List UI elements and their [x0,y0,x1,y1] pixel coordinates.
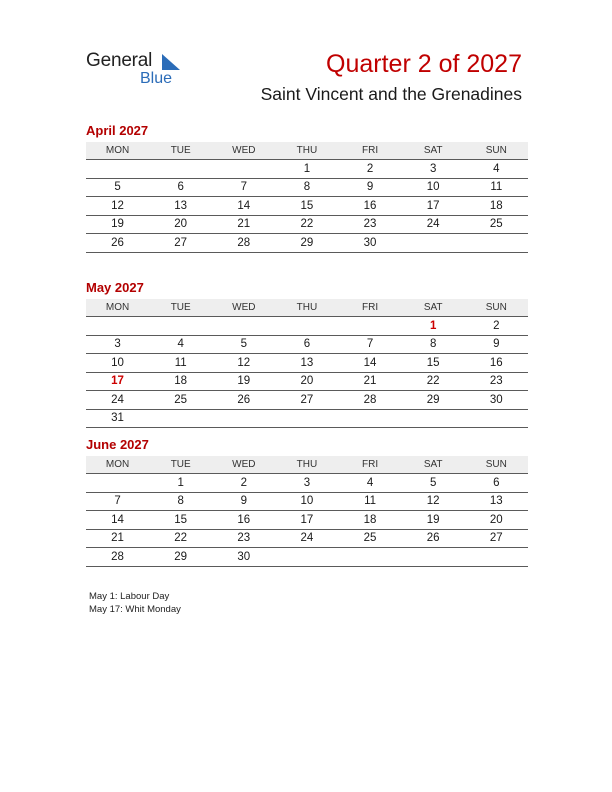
weekday-header-row [86,456,528,474]
day-cell: 23 [237,532,251,545]
day-cell: 27 [300,393,314,406]
calendar-grid [86,299,528,428]
day-cell: 23 [489,375,503,388]
day-cell: 30 [363,236,377,249]
weekday-label: TUE [170,459,191,470]
day-cell: 2 [366,162,374,175]
day-cell: 17 [300,513,314,526]
week-row [86,493,528,512]
day-cell: 12 [111,199,124,212]
day-cell: 22 [300,218,314,231]
day-cell: 29 [426,393,440,406]
day-cell: 16 [237,513,251,526]
day-cell: 6 [303,338,311,351]
week-row [86,391,528,410]
day-cell: 17 [426,199,440,212]
weekday-label: SUN [485,145,507,156]
day-cell: 13 [300,356,314,369]
day-cell: 19 [111,218,124,231]
weekday-label: MON [105,145,130,156]
day-cell: 1 [429,319,437,332]
day-cell: 20 [300,375,314,388]
calendar-grid [86,142,528,253]
holiday-notes [89,590,181,616]
week-row [86,511,528,530]
day-cell: 2 [240,476,248,489]
calendar-grid [86,456,528,567]
day-cell: 7 [240,181,248,194]
weekday-label: TUE [170,145,191,156]
day-cell: 31 [111,412,124,425]
day-cell: 29 [174,550,188,563]
weekday-label: THU [296,459,318,470]
day-cell: 20 [174,218,188,231]
day-cell: 18 [489,199,503,212]
day-cell: 26 [111,236,124,249]
month-title: April 2027 [86,123,149,138]
weekday-label: FRI [362,302,379,313]
day-cell: 28 [237,236,251,249]
day-cell: 4 [493,162,500,175]
day-cell: 14 [237,199,251,212]
day-cell: 9 [493,338,500,351]
day-cell: 5 [240,338,248,351]
day-cell: 22 [174,532,188,545]
day-cell: 18 [363,513,377,526]
day-cell: 5 [429,476,437,489]
weekday-label: SAT [423,145,443,156]
day-cell: 24 [426,218,440,231]
weekday-label: FRI [362,145,379,156]
week-row [86,474,528,493]
weekday-label: WED [232,302,256,313]
week-row [86,160,528,179]
day-cell: 4 [177,338,184,351]
day-cell: 5 [114,181,121,194]
day-cell: 21 [363,375,377,388]
day-cell: 6 [493,476,500,489]
day-cell: 17 [111,375,124,388]
day-cell: 25 [489,218,503,231]
day-cell: 14 [111,513,124,526]
day-cell: 13 [174,199,188,212]
day-cell: 25 [363,532,377,545]
weekday-header-row [86,299,528,317]
week-row [86,373,528,392]
month-title: May 2027 [86,280,144,295]
weekday-label: THU [296,145,318,156]
day-cell: 1 [177,476,184,489]
day-cell: 11 [364,495,377,508]
month-june [86,436,528,567]
week-row [86,548,528,567]
day-cell: 27 [174,236,188,249]
weekday-label: SUN [485,302,507,313]
month-may [86,279,528,428]
day-cell: 9 [366,181,374,194]
day-cell: 16 [363,199,377,212]
generalblue-logo [86,50,196,90]
day-cell: 10 [300,495,314,508]
day-cell: 12 [237,356,251,369]
day-cell: 4 [366,476,374,489]
day-cell: 30 [237,550,251,563]
weekday-label: SAT [423,302,443,313]
weekday-header-row [86,142,528,160]
day-cell: 19 [237,375,251,388]
logo-general-text: General [86,50,153,71]
day-cell: 22 [426,375,440,388]
day-cell: 3 [429,162,437,175]
week-row [86,530,528,549]
weekday-label: WED [232,459,256,470]
day-cell: 30 [489,393,503,406]
day-cell: 15 [174,513,188,526]
day-cell: 2 [493,319,500,332]
day-cell: 26 [237,393,251,406]
day-cell: 6 [177,181,184,194]
day-cell: 3 [303,476,311,489]
day-cell: 7 [366,338,374,351]
week-row [86,410,528,429]
week-row [86,336,528,355]
month-title: June 2027 [86,437,149,452]
day-cell: 21 [237,218,251,231]
holiday-note: May 17: Whit Monday [89,604,181,615]
logo-blue-text: Blue [140,70,173,87]
day-cell: 9 [240,495,248,508]
weekday-label: THU [296,302,318,313]
day-cell: 24 [111,393,124,406]
logo-triangle-icon [158,54,180,70]
day-cell: 23 [363,218,377,231]
day-cell: 28 [363,393,377,406]
week-row [86,179,528,198]
day-cell: 8 [303,181,311,194]
page-title: Quarter 2 of 2027 [326,50,522,78]
day-cell: 15 [426,356,440,369]
country-name: Saint Vincent and the Grenadines [260,84,522,104]
week-row [86,317,528,336]
week-row [86,197,528,216]
day-cell: 13 [489,495,503,508]
day-cell: 10 [111,356,124,369]
day-cell: 10 [426,181,440,194]
week-row [86,354,528,373]
day-cell: 28 [111,550,124,563]
holiday-note: May 1: Labour Day [89,591,170,602]
day-cell: 26 [426,532,440,545]
weekday-label: WED [232,145,256,156]
week-row [86,234,528,253]
day-cell: 29 [300,236,314,249]
weekday-label: TUE [170,302,191,313]
day-cell: 1 [303,162,311,175]
weekday-label: MON [105,459,130,470]
day-cell: 11 [490,181,503,194]
day-cell: 24 [300,532,314,545]
weekday-label: FRI [362,459,379,470]
day-cell: 3 [114,338,121,351]
day-cell: 16 [489,356,503,369]
day-cell: 27 [489,532,503,545]
weekday-label: MON [105,302,130,313]
day-cell: 7 [114,495,121,508]
day-cell: 25 [174,393,188,406]
day-cell: 8 [177,495,184,508]
day-cell: 14 [363,356,377,369]
day-cell: 15 [300,199,314,212]
day-cell: 11 [174,356,187,369]
weekday-label: SUN [485,459,507,470]
weekday-label: SAT [423,459,443,470]
day-cell: 20 [489,513,503,526]
month-april [86,122,528,253]
day-cell: 19 [426,513,440,526]
day-cell: 8 [429,338,437,351]
day-cell: 18 [174,375,188,388]
day-cell: 12 [426,495,440,508]
week-row [86,216,528,235]
day-cell: 21 [111,532,124,545]
